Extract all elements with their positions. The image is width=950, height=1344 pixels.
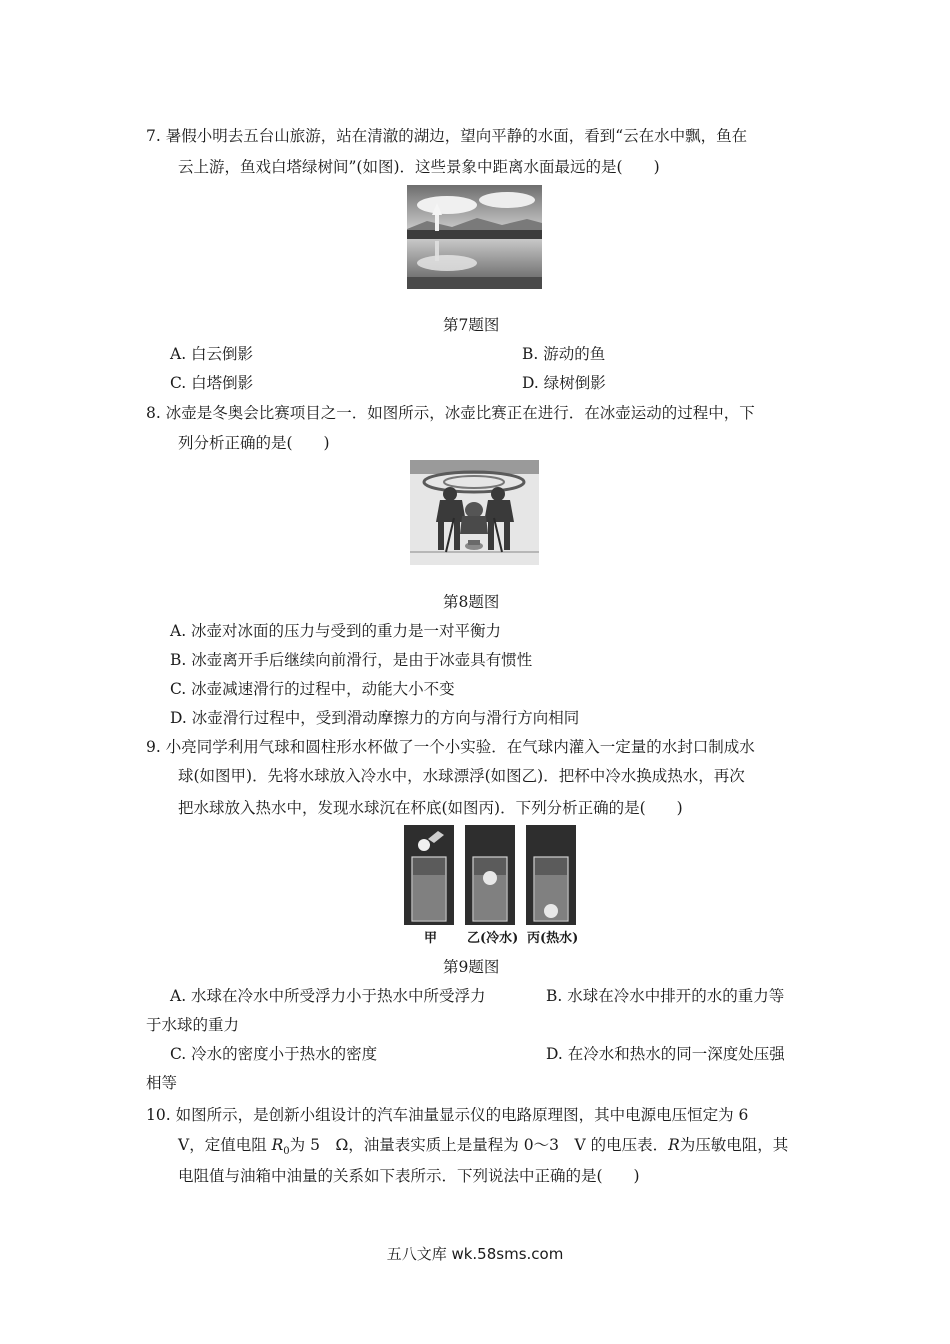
q9-option-a: A. 水球在冷水中所受浮力小于热水中所受浮力: [170, 987, 486, 1005]
q9-stem-line-2: 球(如图甲)．先将水球放入冷水中，水球漂浮(如图乙)．把杯中冷水换成热水，再次: [178, 767, 745, 785]
q8-option-d: D. 冰壶滑行过程中，受到滑动摩擦力的方向与滑行方向相同: [170, 709, 580, 727]
page-footer-watermark: 五八文库 wk.58sms.com: [386, 1245, 564, 1263]
q8-option-b: B. 冰壶离开手后继续向前滑行，是由于冰壶具有惯性: [170, 651, 533, 669]
q9-option-d-line-2: 相等: [146, 1074, 178, 1092]
q7-figure-caption: 第7题图: [443, 316, 500, 334]
q9-option-c: C. 冷水的密度小于热水的密度: [170, 1045, 378, 1063]
r-symbol: R: [668, 1136, 680, 1154]
q7-lake-photo: [407, 185, 542, 289]
q10-stem-text-b: 为 5 Ω，油量表实质上是量程为 0～3 V 的电压表．: [289, 1136, 669, 1154]
q8-stem-line-2: 列分析正确的是( ): [178, 434, 330, 452]
q10-stem-text-c: 为压敏电阻，其: [679, 1136, 789, 1154]
q10-stem-text-a: V，定值电阻: [178, 1136, 272, 1154]
q8-option-a: A. 冰壶对冰面的压力与受到的重力是一对平衡力: [170, 622, 502, 640]
q7-option-b: B. 游动的鱼: [522, 345, 606, 363]
q9-option-b-line-2: 于水球的重力: [146, 1016, 240, 1034]
q7-option-c: C. 白塔倒影: [170, 374, 254, 392]
q10-stem-line-2: [178, 1134, 788, 1163]
q9-stem-line-3: 把水球放入热水中，发现水球沉在杯底(如图丙)．下列分析正确的是( ): [178, 799, 683, 817]
q9-stem-line-1: 9. 小亮同学利用气球和圆柱形水杯做了一个小实验．在气球内灌入一定量的水封口制成水: [146, 738, 755, 756]
q9-fig-label-yi: 乙(冷水): [467, 931, 519, 946]
q9-fig-label-jia: 甲: [424, 931, 438, 946]
r0-subscript: 0: [283, 1146, 290, 1158]
q8-option-c: C. 冰壶减速滑行的过程中，动能大小不变: [170, 680, 455, 698]
q9-water-balloon-photos: [404, 825, 576, 925]
q9-option-d-line-1: D. 在冷水和热水的同一深度处压强: [546, 1045, 785, 1063]
q10-stem-line-1: 10. 如图所示，是创新小组设计的汽车油量显示仪的电路原理图，其中电源电压恒定为 6: [146, 1106, 749, 1124]
q9-figure-caption: 第9题图: [443, 958, 500, 976]
q7-stem-line-1: 7. 暑假小明去五台山旅游，站在清澈的湖边，望向平静的水面，看到“云在水中飘，鱼在: [146, 127, 748, 145]
q8-stem-line-1: 8. 冰壶是冬奥会比赛项目之一．如图所示，冰壶比赛正在进行．在冰壶运动的过程中，下: [146, 404, 755, 422]
q8-curling-photo: [410, 460, 539, 565]
q7-option-d: D. 绿树倒影: [522, 374, 606, 392]
q10-stem-line-3: 电阻值与油箱中油量的关系如下表所示．下列说法中正确的是( ): [178, 1167, 640, 1185]
q9-fig-label-bing: 丙(热水): [527, 931, 579, 946]
q9-option-b-line-1: B. 水球在冷水中排开的水的重力等: [546, 987, 785, 1005]
r0-symbol: R: [271, 1136, 284, 1154]
q7-stem-line-2: 云上游，鱼戏白塔绿树间”(如图)．这些景象中距离水面最远的是( ): [178, 158, 660, 176]
q8-figure-caption: 第8题图: [443, 593, 500, 611]
q7-option-a: A. 白云倒影: [170, 345, 254, 363]
